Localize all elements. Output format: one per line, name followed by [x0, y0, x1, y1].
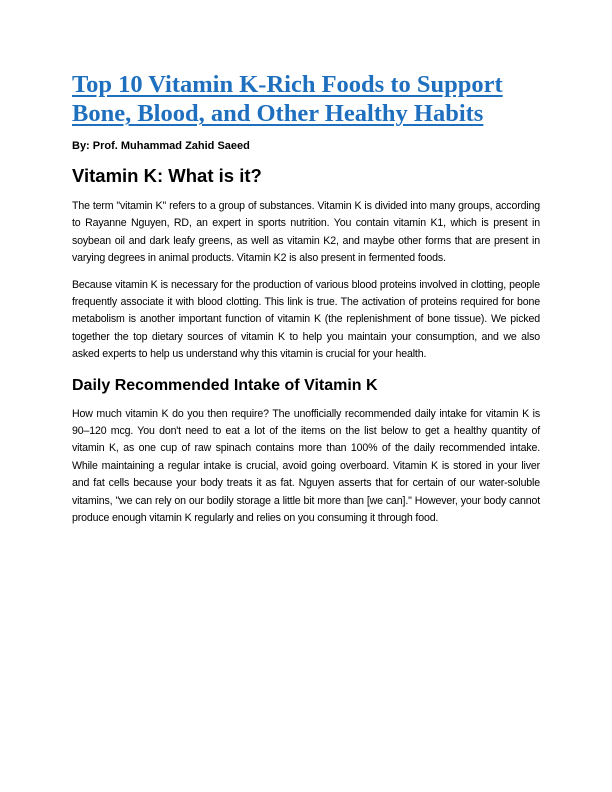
- section-daily-intake: [72, 376, 540, 528]
- document-title[interactable]: Top 10 Vitamin K-Rich Foods to Support Bone, Blood, and Other Healthy Habits: [72, 71, 503, 127]
- author-byline: By: Prof. Muhammad Zahid Saeed: [72, 140, 250, 152]
- section-heading: Daily Recommended Intake of Vitamin K: [72, 376, 378, 394]
- paragraph: The term "vitamin K" refers to a group of substances. Vitamin K is divided into many groups, according to Rayanne Nguyen, RD, an expert in sports nutrition. You contain vitamin K1, which is present in soybean oil and dark leafy greens, as well as vitamin K2, and maybe other forms that are present in varying degrees in animal products. Vitamin K2 is also present in fermented foods.: [72, 200, 540, 265]
- paragraph: Because vitamin K is necessary for the production of various blood proteins involved in clotting, people frequently associate it with blood clotting. This link is true. The activation of proteins required for bone metabolism is another important function of vitamin K (the replenishment of bone tissue). We picked together the top dietary sources of vitamin K to help you maintain your consumption, and we also asked experts to help us understand why this vitamin is crucial for your health.: [72, 278, 540, 361]
- section-what-is-vitamin-k: [72, 165, 540, 364]
- section-heading: Vitamin K: What is it?: [72, 165, 262, 186]
- paragraph: How much vitamin K do you then require? The unofficially recommended daily intake for vitamin K is 90–120 mcg. You don't need to eat a lot of the items on the list below to get a healthy quantity of vitamin K, as one cup of raw spinach contains more than 100% of the daily recommended intake. While maintaining a regular intake is crucial, avoid going overboard. Vitamin K is stored in your liver and fat cells because your body treats it as fat. Nguyen asserts that for certain of our water-soluble vitamins, "we can rely on our bodily storage a little bit more than [we can]." However, your body cannot produce enough vitamin K regularly and relies on you consuming it through food.: [72, 407, 540, 525]
- document-page: [72, 70, 540, 537]
